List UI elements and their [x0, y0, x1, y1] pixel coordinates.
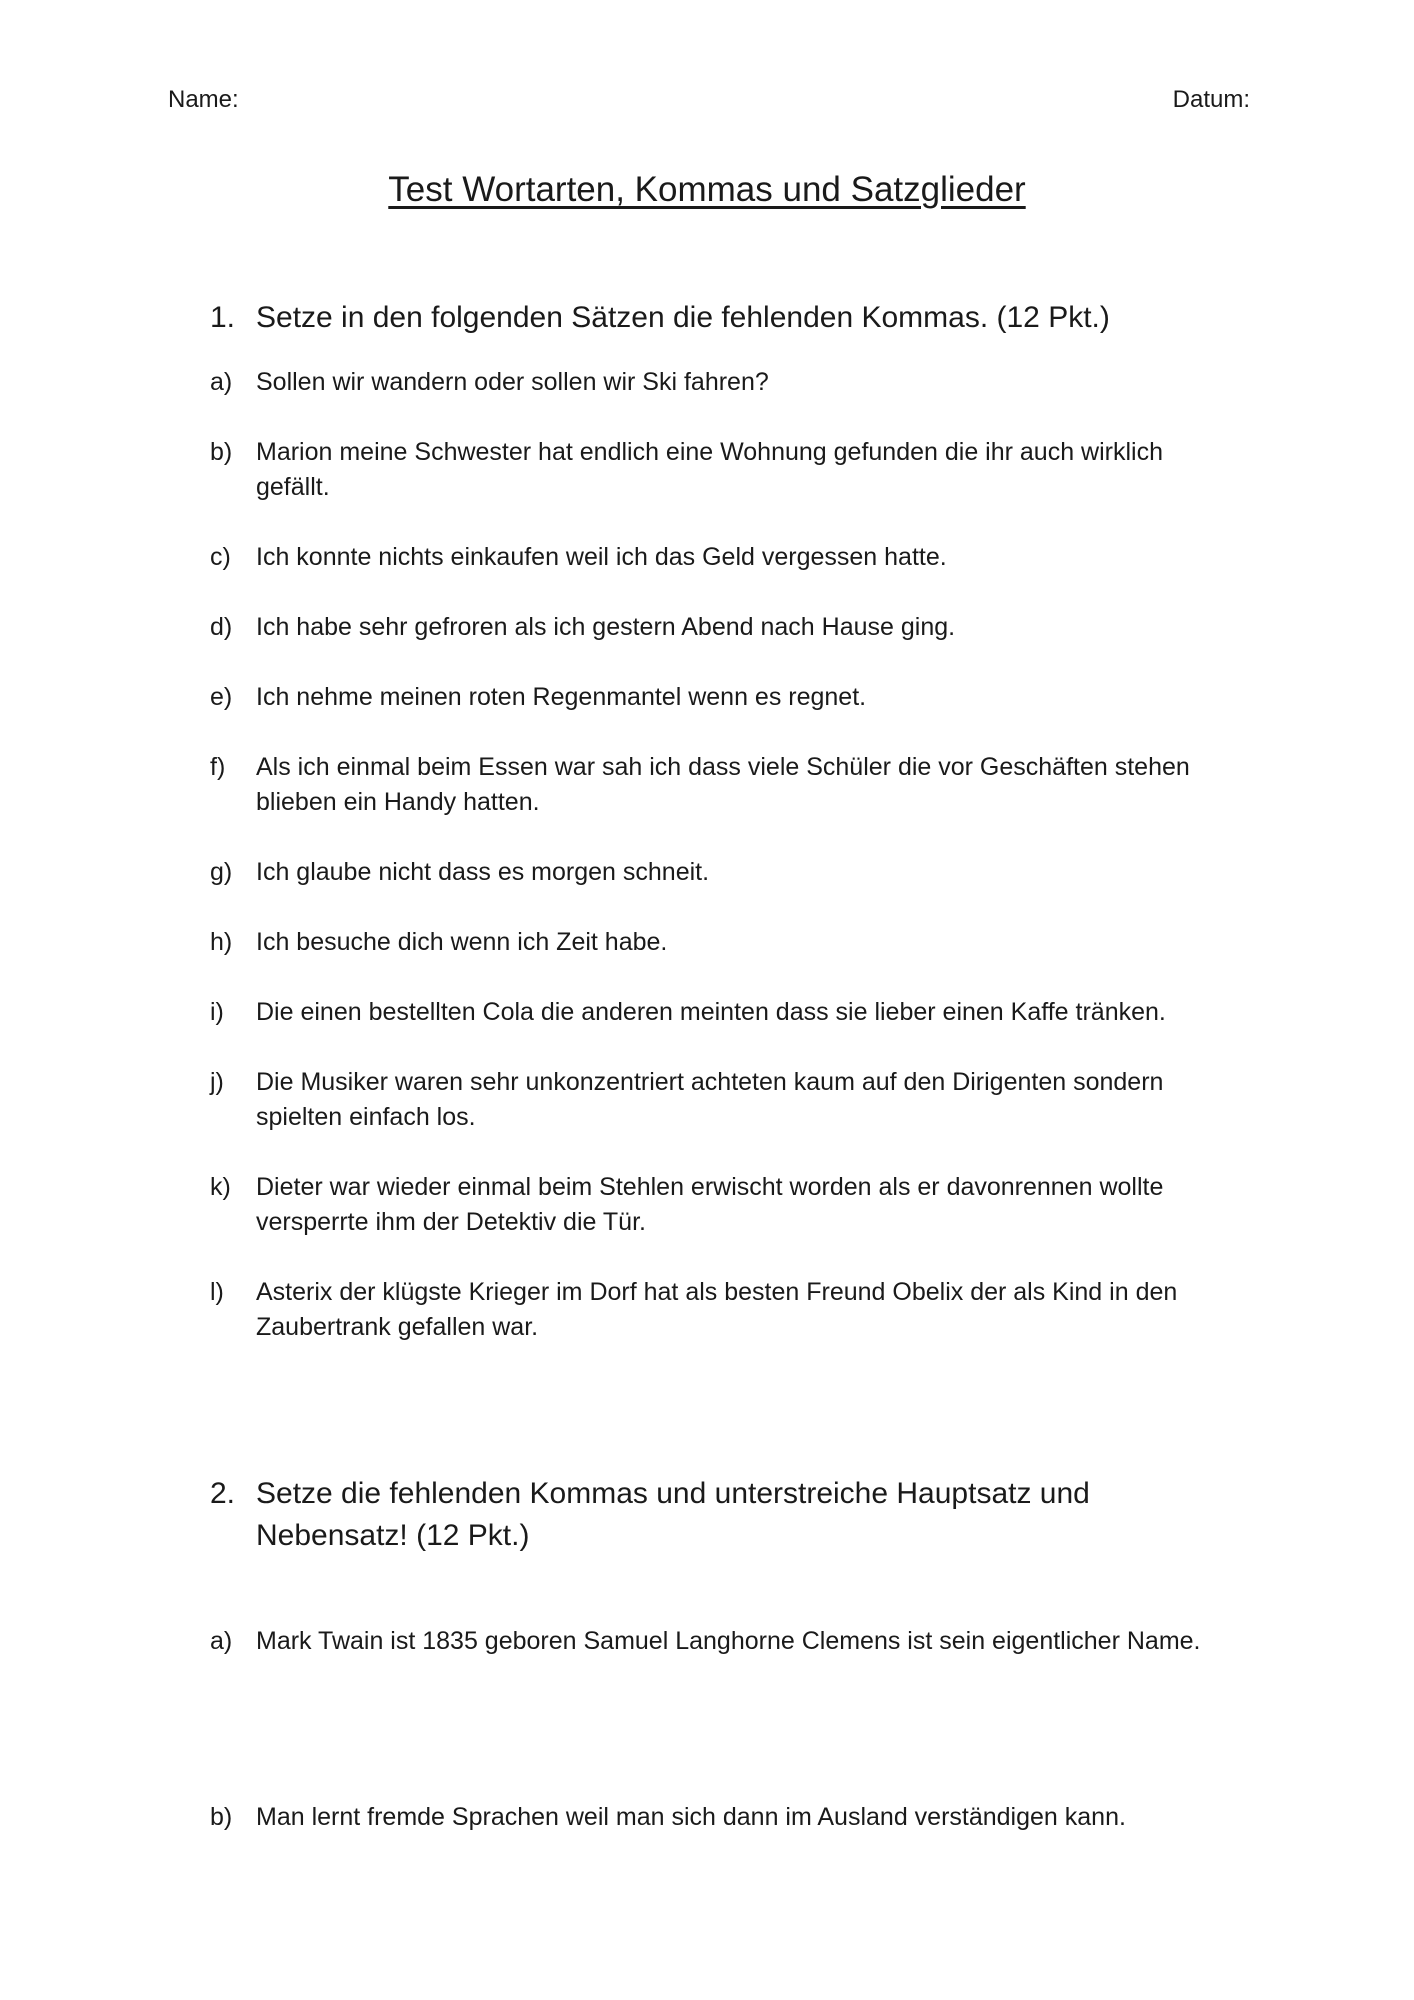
exercise-item-1b: [210, 435, 1240, 505]
item-text: Als ich einmal beim Essen war sah ich dass viele Schüler die vor Geschäften stehen blieben ein Handy hatten.: [256, 753, 1190, 816]
section-2-heading-text: Setze die fehlenden Kommas und unterstreiche Hauptsatz und Nebensatz! (12 Pkt.): [256, 1477, 1090, 1552]
exercise-item-1i: [210, 995, 1240, 1030]
exercise-item-2b: [210, 1800, 1240, 1835]
section-1-heading-text: Setze in den folgenden Sätzen die fehlenden Kommas. (12 Pkt.): [256, 301, 1110, 334]
section-2-heading: [210, 1473, 1240, 1557]
item-label: k): [210, 1173, 231, 1201]
item-text: Die Musiker waren sehr unkonzentriert achteten kaum auf den Dirigenten sondern spielten einfach los.: [256, 1068, 1164, 1131]
section-1-heading: [210, 297, 1240, 339]
item-label: b): [210, 1803, 233, 1831]
item-text: Marion meine Schwester hat endlich eine Wohnung gefunden die ihr auch wirklich gefällt.: [256, 438, 1164, 501]
date-label: Datum:: [1172, 86, 1250, 113]
exercise-item-1j: [210, 1065, 1240, 1135]
exercise-item-2a: [210, 1624, 1240, 1659]
page-title: Test Wortarten, Kommas und Satzglieder: [388, 170, 1026, 209]
item-text: Ich konnte nichts einkaufen weil ich das Geld vergessen hatte.: [256, 543, 947, 571]
exercise-item-1g: [210, 855, 1240, 890]
section-2-number: 2.: [210, 1477, 236, 1510]
item-text: Dieter war wieder einmal beim Stehlen erwischt worden als er davonrennen wollte versperrte ihm der Detektiv die Tür.: [256, 1173, 1164, 1236]
item-label: g): [210, 858, 233, 886]
exercise-item-1c: [210, 540, 1240, 575]
section-1: [210, 297, 1240, 1380]
item-label: a): [210, 368, 233, 396]
item-text: Man lernt fremde Sprachen weil man sich dann im Ausland verständigen kann.: [256, 1803, 1126, 1831]
section-2-items: [210, 1624, 1240, 1835]
item-label: a): [210, 1627, 233, 1655]
name-label: Name:: [168, 86, 239, 113]
section-1-items: [210, 365, 1240, 1345]
exercise-item-1l: [210, 1275, 1240, 1345]
exercise-item-1e: [210, 680, 1240, 715]
item-label: f): [210, 753, 226, 781]
exercise-item-1d: [210, 610, 1240, 645]
item-text: Asterix der klügste Krieger im Dorf hat als besten Freund Obelix der als Kind in den Zaubertrank gefallen war.: [256, 1278, 1178, 1341]
item-text: Ich besuche dich wenn ich Zeit habe.: [256, 928, 668, 956]
item-text: Sollen wir wandern oder sollen wir Ski fahren?: [256, 368, 769, 396]
item-label: e): [210, 683, 233, 711]
exercise-item-1a: [210, 365, 1240, 400]
item-text: Ich nehme meinen roten Regenmantel wenn es regnet.: [256, 683, 867, 711]
item-label: h): [210, 928, 233, 956]
item-label: j): [210, 1068, 224, 1096]
item-label: c): [210, 543, 231, 571]
exercise-item-1k: [210, 1170, 1240, 1240]
item-text: Ich glaube nicht dass es morgen schneit.: [256, 858, 710, 886]
item-label: i): [210, 998, 224, 1026]
item-label: l): [210, 1278, 224, 1306]
item-text: Mark Twain ist 1835 geboren Samuel Langhorne Clemens ist sein eigentlicher Name.: [256, 1627, 1201, 1655]
item-label: d): [210, 613, 233, 641]
exercise-item-1f: [210, 750, 1240, 820]
item-label: b): [210, 438, 233, 466]
section-2: [210, 1473, 1240, 1976]
exercise-item-1h: [210, 925, 1240, 960]
item-text: Die einen bestellten Cola die anderen meinten dass sie lieber einen Kaffe tränken.: [256, 998, 1166, 1026]
item-text: Ich habe sehr gefroren als ich gestern Abend nach Hause ging.: [256, 613, 956, 641]
section-1-number: 1.: [210, 301, 236, 334]
